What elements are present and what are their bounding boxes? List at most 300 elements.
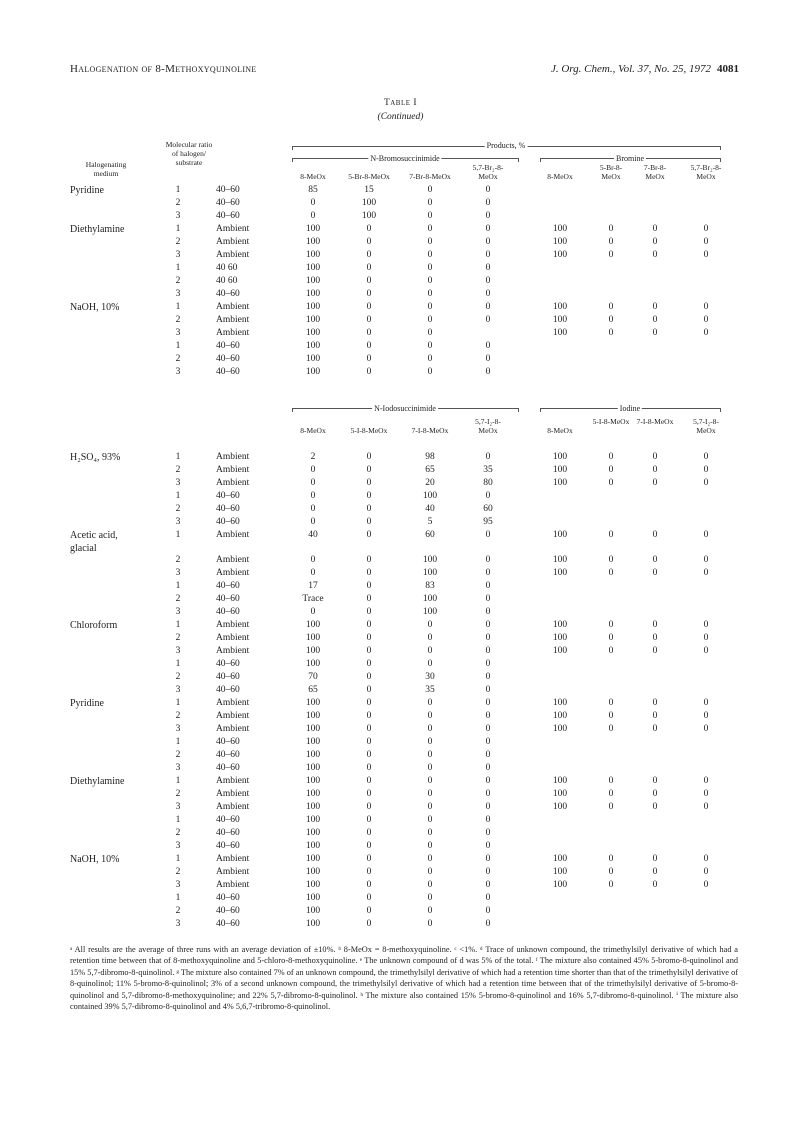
products-tick-right	[720, 146, 721, 150]
row-value: 0	[427, 737, 433, 747]
row-value: 0	[485, 185, 491, 195]
row-value: 0	[427, 211, 433, 221]
row-value: 0	[608, 711, 614, 721]
row-value: 0	[652, 478, 658, 488]
row-value: 100	[552, 302, 568, 312]
group-tick-right-end-2	[720, 408, 721, 412]
row-value: 100	[552, 802, 568, 812]
row-value: 0	[366, 276, 372, 286]
row-value: 0	[608, 224, 614, 234]
row-value: 0	[485, 659, 491, 669]
row-value: 0	[703, 465, 709, 475]
row-ratio: 3	[175, 607, 181, 617]
row-value: 100	[305, 854, 321, 864]
row-temp: Ambient	[216, 478, 250, 488]
row-ratio: 1	[175, 737, 181, 747]
row-ratio: 2	[175, 711, 181, 721]
row-value: 0	[366, 828, 372, 838]
row-value: 100	[552, 452, 568, 462]
row-value: 0	[427, 237, 433, 247]
row-value: 0	[366, 841, 372, 851]
row-value: 0	[485, 763, 491, 773]
row-ratio: 3	[175, 763, 181, 773]
row-value: 0	[485, 530, 491, 540]
row-value: 100	[552, 465, 568, 475]
row-value: 0	[366, 893, 372, 903]
row-temp: Ambient	[216, 711, 250, 721]
row-value: 0	[608, 633, 614, 643]
row-value: 100	[305, 341, 321, 351]
row-temp: 40–60	[216, 672, 240, 682]
row-temp: 40 60	[216, 263, 238, 273]
row-value: 100	[552, 224, 568, 234]
subcol-header-5: 5-Br-8-MeOx	[599, 163, 623, 181]
row-value: 0	[427, 263, 433, 273]
subcol-header-7: 5,7-Br₂-8-MeOx	[690, 163, 722, 181]
running-title: Halogenation of 8-Methoxyquinoline	[70, 63, 257, 75]
row-value: 0	[485, 724, 491, 734]
row-value: 100	[305, 646, 321, 656]
group-tick-right-start-2	[540, 408, 541, 412]
row-ratio: 3	[175, 211, 181, 221]
row-temp: 40–60	[216, 763, 240, 773]
row-value: 0	[310, 555, 316, 565]
group-tick-left-end-2	[518, 408, 519, 412]
row-value: 0	[310, 198, 316, 208]
row-value: 0	[366, 465, 372, 475]
row-temp: 40–60	[216, 367, 240, 377]
row-value: 0	[485, 646, 491, 656]
row-value: 100	[422, 568, 438, 578]
row-value: 0	[652, 465, 658, 475]
row-medium: Chloroform	[70, 620, 118, 631]
row-value: 0	[485, 452, 491, 462]
row-value: 0	[608, 250, 614, 260]
row-value: 0	[485, 354, 491, 364]
row-value: 100	[552, 646, 568, 656]
row-temp: Ambient	[216, 224, 250, 234]
row-ratio: 2	[175, 237, 181, 247]
row-value: 0	[652, 880, 658, 890]
row-temp: Ambient	[216, 776, 250, 786]
row-value: 0	[608, 555, 614, 565]
row-ratio: 1	[175, 491, 181, 501]
row-value: 0	[485, 224, 491, 234]
row-ratio: 1	[175, 224, 181, 234]
row-value: 2	[310, 452, 316, 462]
row-value: 100	[305, 711, 321, 721]
row-value: 0	[427, 289, 433, 299]
running-header	[70, 63, 739, 79]
row-value: 0	[485, 737, 491, 747]
row-value: 0	[652, 237, 658, 247]
row-ratio: 2	[175, 354, 181, 364]
row-value: 0	[366, 919, 372, 929]
row-temp: Ambient	[216, 620, 250, 630]
row-value: 0	[485, 620, 491, 630]
row-temp: Ambient	[216, 315, 250, 325]
row-ratio: 1	[175, 530, 181, 540]
row-medium: Pyridine	[70, 185, 104, 196]
row-temp: Ambient	[216, 698, 250, 708]
row-value: 0	[608, 237, 614, 247]
row-value: 0	[485, 211, 491, 221]
row-temp: 40–60	[216, 198, 240, 208]
row-value: 0	[366, 867, 372, 877]
row-value: 0	[366, 224, 372, 234]
row-temp: Ambient	[216, 530, 250, 540]
row-value: 35	[425, 685, 435, 695]
row-temp: 40–60	[216, 341, 240, 351]
row-value: 60	[483, 504, 493, 514]
row-value: 0	[703, 646, 709, 656]
row-value: 0	[366, 815, 372, 825]
row-temp: 40–60	[216, 828, 240, 838]
row-value: 0	[703, 555, 709, 565]
row-temp: Ambient	[216, 465, 250, 475]
row-ratio: 3	[175, 517, 181, 527]
subcol-header-2-0: 8-MeOx	[300, 426, 326, 435]
row-value: 0	[703, 530, 709, 540]
row-value: 0	[703, 711, 709, 721]
row-value: 0	[485, 198, 491, 208]
row-temp: 40–60	[216, 737, 240, 747]
row-ratio: 3	[175, 685, 181, 695]
row-ratio: 3	[175, 328, 181, 338]
row-value: 0	[703, 237, 709, 247]
row-value: 100	[305, 328, 321, 338]
row-value: 100	[552, 854, 568, 864]
row-value: 0	[427, 198, 433, 208]
row-value: 100	[361, 211, 377, 221]
row-value: 0	[366, 594, 372, 604]
row-value: 100	[305, 906, 321, 916]
row-value: 60	[425, 530, 435, 540]
row-value: 0	[427, 315, 433, 325]
row-value: 0	[366, 776, 372, 786]
row-value: 0	[366, 737, 372, 747]
row-value: 0	[608, 698, 614, 708]
row-value: 98	[425, 452, 435, 462]
row-ratio: 1	[175, 341, 181, 351]
row-value: 100	[305, 750, 321, 760]
row-value: 0	[427, 698, 433, 708]
row-value: 100	[552, 620, 568, 630]
row-ratio: 2	[175, 750, 181, 760]
row-value: 0	[366, 315, 372, 325]
row-temp: 40–60	[216, 504, 240, 514]
row-value: 0	[485, 880, 491, 890]
row-value: 100	[305, 224, 321, 234]
row-value: 0	[310, 504, 316, 514]
row-ratio: 3	[175, 367, 181, 377]
row-value: 0	[485, 698, 491, 708]
row-value: 0	[608, 328, 614, 338]
row-ratio: 3	[175, 724, 181, 734]
subcol-header-2-5: 5-I-8-MeOx	[592, 417, 630, 426]
journal-citation	[551, 63, 739, 75]
row-ratio: 3	[175, 478, 181, 488]
row-value: 0	[366, 555, 372, 565]
row-value: 0	[427, 659, 433, 669]
row-value: 0	[703, 867, 709, 877]
row-value: 100	[422, 607, 438, 617]
row-value: 0	[485, 841, 491, 851]
row-value: 0	[427, 250, 433, 260]
row-ratio: 2	[175, 594, 181, 604]
row-value: 0	[485, 906, 491, 916]
row-ratio: 2	[175, 276, 181, 286]
row-value: 0	[652, 646, 658, 656]
products-tick-left	[292, 146, 293, 150]
row-ratio: 2	[175, 198, 181, 208]
group-tick-right-start	[540, 158, 541, 162]
row-value: 100	[422, 594, 438, 604]
row-value: 0	[427, 828, 433, 838]
table-subtitle: (Continued)	[377, 112, 424, 122]
row-value: 0	[427, 646, 433, 656]
row-value: 0	[652, 555, 658, 565]
row-value: 0	[427, 802, 433, 812]
row-value: 100	[305, 367, 321, 377]
row-value: 100	[552, 711, 568, 721]
row-temp: 40–60	[216, 185, 240, 195]
row-value: 0	[485, 315, 491, 325]
subcol-header-2-7: 5,7-I₂-8-MeOx	[693, 417, 719, 435]
row-value: 0	[427, 185, 433, 195]
row-value: 0	[427, 854, 433, 864]
row-value: 0	[366, 685, 372, 695]
row-value: 100	[552, 555, 568, 565]
row-value: 0	[703, 724, 709, 734]
row-value: 0	[485, 776, 491, 786]
row-ratio: 2	[175, 867, 181, 877]
row-value: 15	[364, 185, 374, 195]
row-value: 0	[703, 776, 709, 786]
row-value: 100	[305, 802, 321, 812]
row-value: 0	[485, 802, 491, 812]
row-temp: 40–60	[216, 289, 240, 299]
row-value: 65	[308, 685, 318, 695]
row-value: 0	[485, 555, 491, 565]
row-ratio: 2	[175, 504, 181, 514]
row-value: 0	[485, 594, 491, 604]
row-value: 100	[552, 698, 568, 708]
group-label-left-2: N-Iodosuccinimide	[374, 404, 436, 413]
row-value: 0	[366, 237, 372, 247]
row-ratio: 1	[175, 185, 181, 195]
row-value: 100	[305, 737, 321, 747]
row-value: 100	[305, 620, 321, 630]
row-value: 0	[310, 465, 316, 475]
row-value: 0	[485, 919, 491, 929]
row-value: 0	[427, 367, 433, 377]
row-value: 85	[308, 185, 318, 195]
row-medium: Acetic acid, glacial	[70, 530, 118, 554]
row-value: 0	[652, 224, 658, 234]
row-value: 0	[427, 224, 433, 234]
row-value: 0	[366, 659, 372, 669]
products-label: Products, %	[486, 141, 526, 150]
row-value: 0	[427, 620, 433, 630]
subcol-header-3: 5,7-Br₂-8-MeOx	[472, 163, 504, 181]
row-value: 0	[608, 646, 614, 656]
row-temp: 40–60	[216, 906, 240, 916]
row-value: 0	[485, 815, 491, 825]
row-temp: Ambient	[216, 555, 250, 565]
row-medium: NaOH, 10%	[70, 854, 120, 865]
row-value: 0	[427, 354, 433, 364]
row-value: 100	[305, 880, 321, 890]
row-value: 20	[425, 478, 435, 488]
row-value: 0	[608, 530, 614, 540]
row-value: 0	[366, 698, 372, 708]
row-value: 100	[552, 568, 568, 578]
row-value: 100	[305, 250, 321, 260]
row-ratio: 2	[175, 672, 181, 682]
row-value: 0	[652, 698, 658, 708]
row-ratio: 2	[175, 465, 181, 475]
row-value: 0	[485, 893, 491, 903]
row-value: 0	[366, 802, 372, 812]
row-temp: Ambient	[216, 646, 250, 656]
row-value: 0	[366, 263, 372, 273]
row-value: 0	[485, 302, 491, 312]
row-value: 0	[608, 776, 614, 786]
row-value: 0	[485, 581, 491, 591]
row-value: 100	[361, 198, 377, 208]
row-value: 0	[366, 568, 372, 578]
row-value: 35	[483, 465, 493, 475]
row-value: 100	[552, 315, 568, 325]
row-value: 0	[485, 250, 491, 260]
row-value: 100	[305, 724, 321, 734]
row-value: 0	[703, 802, 709, 812]
row-value: 0	[427, 328, 433, 338]
row-value: 0	[366, 478, 372, 488]
row-value: 0	[427, 815, 433, 825]
row-ratio: 2	[175, 789, 181, 799]
row-value: 0	[485, 341, 491, 351]
row-value: 100	[305, 763, 321, 773]
row-value: 0	[485, 237, 491, 247]
row-ratio: 3	[175, 802, 181, 812]
row-temp: Ambient	[216, 802, 250, 812]
row-value: 0	[703, 315, 709, 325]
subcol-header-0: 8-MeOx	[300, 172, 326, 181]
row-value: 0	[608, 789, 614, 799]
row-value: 0	[427, 763, 433, 773]
row-value: 0	[485, 289, 491, 299]
subcol-header-2-3: 5,7-I₂-8-MeOx	[475, 417, 501, 435]
row-value: 100	[305, 354, 321, 364]
row-value: 0	[485, 491, 491, 501]
row-value: 0	[703, 452, 709, 462]
row-value: 0	[366, 452, 372, 462]
row-value: 0	[608, 465, 614, 475]
row-value: 100	[552, 724, 568, 734]
row-temp: Ambient	[216, 452, 250, 462]
row-value: 0	[652, 802, 658, 812]
row-value: 0	[427, 906, 433, 916]
row-value: 5	[427, 517, 433, 527]
row-value: 0	[485, 867, 491, 877]
row-value: 100	[305, 893, 321, 903]
row-value: 0	[703, 698, 709, 708]
row-value: 0	[652, 789, 658, 799]
row-value: 40	[308, 530, 318, 540]
subcol-header-2: 7-Br-8-MeOx	[409, 172, 451, 181]
row-temp: 40–60	[216, 607, 240, 617]
row-medium: Diethylamine	[70, 776, 125, 787]
row-value: 0	[427, 276, 433, 286]
row-value: 0	[366, 763, 372, 773]
row-value: 100	[552, 328, 568, 338]
row-value: 0	[703, 328, 709, 338]
row-ratio: 1	[175, 581, 181, 591]
row-value: 0	[608, 867, 614, 877]
row-value: 0	[652, 711, 658, 721]
row-temp: Ambient	[216, 633, 250, 643]
row-temp: Ambient	[216, 302, 250, 312]
row-temp: Ambient	[216, 328, 250, 338]
row-value: 17	[308, 581, 318, 591]
row-value: 0	[652, 620, 658, 630]
row-ratio: 1	[175, 698, 181, 708]
row-value: 0	[366, 724, 372, 734]
row-value: 100	[305, 919, 321, 929]
row-temp: 40–60	[216, 581, 240, 591]
row-value: 100	[552, 880, 568, 890]
row-value: 0	[608, 452, 614, 462]
row-value: 0	[366, 354, 372, 364]
row-value: 0	[703, 568, 709, 578]
row-value: 0	[652, 250, 658, 260]
row-value: 100	[305, 302, 321, 312]
row-value: 0	[485, 607, 491, 617]
row-value: 0	[366, 367, 372, 377]
row-value: 100	[552, 237, 568, 247]
row-ratio: 2	[175, 828, 181, 838]
row-value: 0	[427, 893, 433, 903]
row-value: 0	[366, 289, 372, 299]
subcol-header-2-4: 8-MeOx	[547, 426, 573, 435]
row-temp: Ambient	[216, 789, 250, 799]
row-value: 0	[652, 867, 658, 877]
row-value: 100	[305, 263, 321, 273]
row-value: 0	[427, 341, 433, 351]
row-value: 95	[483, 517, 493, 527]
row-temp: Ambient	[216, 250, 250, 260]
row-ratio: 3	[175, 919, 181, 929]
group-label-left: N-Bromosuccinimide	[370, 154, 440, 163]
row-value: 0	[652, 315, 658, 325]
row-temp: 40–60	[216, 517, 240, 527]
row-value: 83	[425, 581, 435, 591]
row-value: 70	[308, 672, 318, 682]
row-value: 0	[366, 504, 372, 514]
row-value: 0	[427, 789, 433, 799]
row-value: 0	[427, 841, 433, 851]
row-value: 0	[366, 789, 372, 799]
row-value: 100	[305, 659, 321, 669]
row-ratio: 1	[175, 620, 181, 630]
row-value: 40	[425, 504, 435, 514]
row-value: 0	[366, 328, 372, 338]
subcol-header-6: 7-Br-8-MeOx	[643, 163, 667, 181]
row-value: 100	[305, 315, 321, 325]
row-value: Trace	[302, 594, 324, 604]
